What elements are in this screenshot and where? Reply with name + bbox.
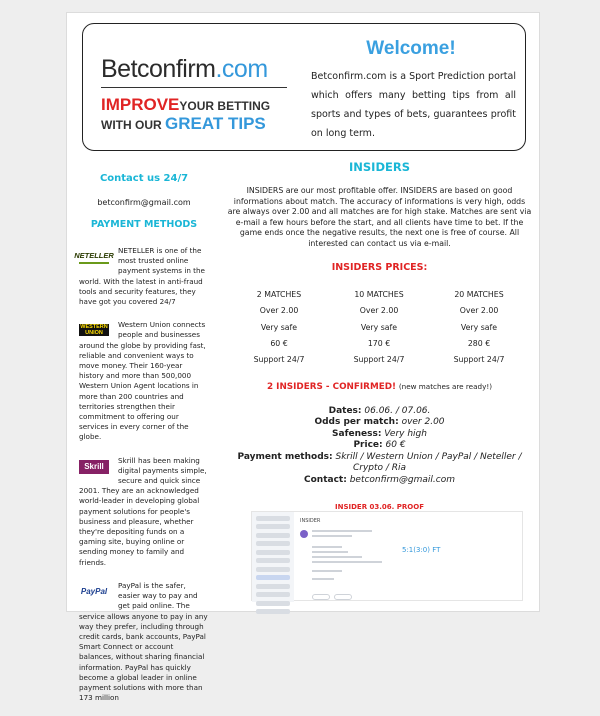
slogan-with-our: WITH OUR <box>101 118 162 132</box>
package-odds: Over 2.00 <box>359 306 399 316</box>
main-content <box>227 158 532 511</box>
proof-reply-button <box>312 594 330 600</box>
contact-label: Contact: <box>304 475 347 486</box>
offer-details <box>227 406 532 487</box>
logo-text-domain: .com <box>215 55 268 83</box>
prices-title: INSIDERS PRICES: <box>331 261 428 273</box>
table-row <box>229 351 529 367</box>
payment-method-text: NETELLER is one of the most trusted online payment systems in the world. With the latest in anti-fraud tools and security features, they have got you covered 24/7 <box>79 246 205 307</box>
payment-method-neteller <box>74 246 209 307</box>
payment-method-text: Western Union connects people and businesses around the globe by providing fast, reliable and convenient ways to move money. Their 160-year history and more than 500,000 Western Union Agent locations in more than 200 countries and territories strengthen their commitment to offering our services in every corner of the globe. <box>79 320 206 442</box>
header-box <box>82 23 526 151</box>
logo-divider <box>101 87 287 88</box>
neteller-logo: NETELLER <box>79 250 109 264</box>
payment-label: Payment methods: <box>237 451 333 462</box>
prices-table <box>229 287 529 368</box>
proof-title: INSIDER 03.06. PROOF <box>335 502 424 511</box>
confirmed-status: 2 INSIDERS - CONFIRMED! <box>266 381 397 392</box>
confirmed-banner <box>227 382 532 392</box>
proof-text-line <box>312 561 382 563</box>
odds-value: over 2.00 <box>401 417 445 428</box>
proof-text-line <box>312 535 352 537</box>
slogan-your-betting: YOUR BETTING <box>179 99 271 113</box>
welcome-text: Betconfirm.com is a Sport Prediction portal which offers many betting tips from all sports and types of bets, guarantees profit on long term. <box>311 71 516 139</box>
slogan-great-tips: GREAT TIPS <box>165 114 266 133</box>
proof-forward-button <box>334 594 352 600</box>
price-label: Price: <box>353 440 383 451</box>
insiders-description: INSIDERS are our most profitable offer. INSIDERS are based on good informations about match. The accuracy of informations is very high, odds are always over 2.00 and all matches are for high stake. Matches are sent via e-mail a few hours before the start, and all clients have time to bet. If the game ends once the negative results, the next one is free of course. All interested can contact us via e-mail. <box>227 186 532 248</box>
payment-method-text: Skrill has been making digital payments simple, secure and quick since 2001. They are an acknowledged world-leader in developing global payment solutions for people's business and pleasure, whether they're depositing funds on a gaming site, buying online or sending money to family and friends. <box>79 455 207 567</box>
safeness-value: Very high <box>384 428 427 439</box>
payment-method-text: PayPal is the safer, easier way to pay and get paid online. The service allows anyone to pay in any way they prefer, including through credit cards, bank accounts, PayPal Smart Connect or account balances, without sharing financial information. PayPal has quickly become a global leader in online payment solutions with more than 173 million <box>79 580 208 703</box>
package-safety: Very safe <box>260 322 298 332</box>
package-matches: 10 MATCHES <box>354 290 404 300</box>
table-row <box>229 335 529 351</box>
dates-value: 06.06. / 07.06. <box>364 405 431 416</box>
payment-methods-title: PAYMENT METHODS <box>90 219 198 230</box>
logo-slogan <box>101 96 289 134</box>
proof-text-line <box>312 551 348 553</box>
payment-method-paypal <box>79 581 209 703</box>
slogan-improve: IMPROVE <box>101 95 180 114</box>
table-row <box>229 303 529 319</box>
proof-text-line <box>312 570 342 572</box>
proof-text-line <box>312 546 342 548</box>
proof-text-line <box>312 530 372 532</box>
payment-method-skrill <box>79 456 209 568</box>
western-union-logo: WESTERN UNION <box>80 324 108 337</box>
proof-subject: INSIDER <box>300 518 321 524</box>
proof-mail-sidebar <box>252 512 294 602</box>
package-safety: Very safe <box>460 322 498 332</box>
site-logo[interactable] <box>101 54 289 134</box>
contact-email-link[interactable]: betconfirm@gmail.com <box>97 198 191 207</box>
welcome-title: Welcome! <box>366 38 456 59</box>
package-matches: 2 MATCHES <box>256 290 302 300</box>
odds-label: Odds per match: <box>314 417 399 428</box>
package-price: 170 € <box>367 338 391 348</box>
proof-score: 5:1(3:0) FT <box>402 546 441 554</box>
package-price: 60 € <box>270 338 288 348</box>
package-support: Support 24/7 <box>353 354 405 364</box>
payment-value: Skrill / Western Union / PayPal / Neteller / Crypto / Ria <box>335 451 522 474</box>
proof-text-line <box>312 578 334 580</box>
skrill-logo: Skrill <box>79 460 109 474</box>
package-safety: Very safe <box>360 322 398 332</box>
package-odds: Over 2.00 <box>459 306 499 316</box>
page-container <box>66 12 540 703</box>
package-odds: Over 2.00 <box>259 306 299 316</box>
sidebar <box>74 173 209 716</box>
confirmed-note: (new matches are ready!) <box>398 381 493 391</box>
dates-label: Dates: <box>328 405 362 416</box>
package-price: 280 € <box>467 338 491 348</box>
insiders-title: INSIDERS <box>348 160 410 174</box>
table-row <box>229 319 529 335</box>
table-row <box>229 287 529 303</box>
contact-value[interactable]: betconfirm@gmail.com <box>349 475 455 486</box>
proof-text-line <box>312 556 362 558</box>
payment-method-western-union <box>79 320 209 442</box>
paypal-logo: PayPal <box>80 586 108 596</box>
logo-wordmark <box>101 54 289 84</box>
logo-text-main: Betconfirm <box>101 55 216 83</box>
proof-avatar <box>300 530 308 538</box>
safeness-label: Safeness: <box>332 428 382 439</box>
package-support: Support 24/7 <box>253 354 305 364</box>
package-matches: 20 MATCHES <box>454 290 504 300</box>
contact-title: Contact us 24/7 <box>99 173 189 184</box>
package-support: Support 24/7 <box>453 354 505 364</box>
proof-screenshot <box>251 511 523 601</box>
price-value: 60 € <box>385 440 406 451</box>
